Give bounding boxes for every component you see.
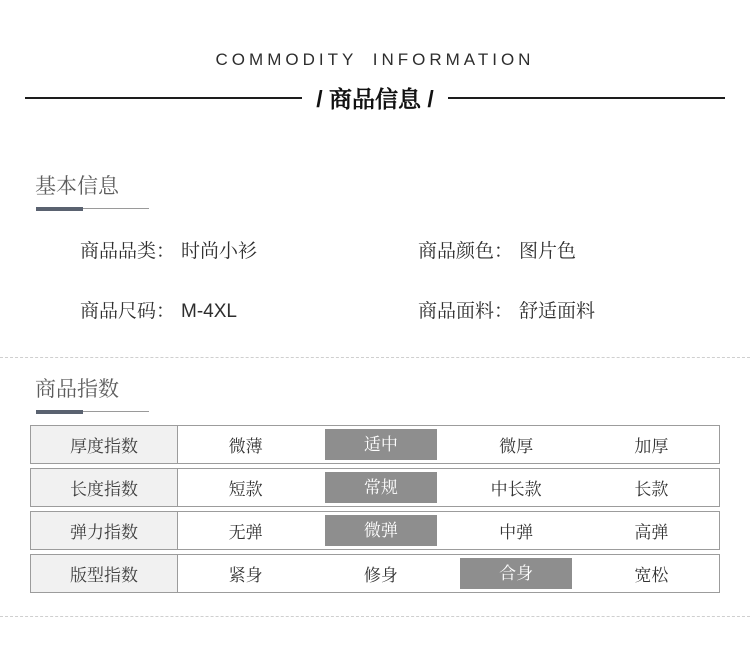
option-label: 短款 bbox=[228, 480, 263, 499]
index-table-row-fit bbox=[30, 554, 720, 593]
option-label: 无弹 bbox=[228, 523, 263, 542]
option-label: 修身 bbox=[363, 566, 398, 585]
header-title-row bbox=[25, 81, 725, 114]
option-label: 合身 bbox=[460, 558, 572, 589]
index-table-row-length bbox=[30, 468, 720, 507]
field-label: 商品颜色 bbox=[418, 241, 495, 262]
option-cell bbox=[178, 469, 313, 506]
row-label: 厚度指数 bbox=[31, 426, 178, 463]
field-label: 商品尺码 bbox=[80, 301, 157, 322]
option-cell bbox=[313, 512, 448, 549]
option-label: 中长款 bbox=[490, 480, 542, 499]
option-cell bbox=[449, 512, 584, 549]
row-label: 长度指数 bbox=[31, 469, 178, 506]
option-label: 长款 bbox=[634, 480, 669, 499]
option-label: 微薄 bbox=[228, 437, 263, 456]
option-label: 微厚 bbox=[499, 437, 534, 456]
field-value: 时尚小衫 bbox=[181, 241, 258, 262]
field-label: 商品品类 bbox=[80, 241, 157, 262]
product-index-heading-underline bbox=[36, 410, 149, 414]
field-product-color bbox=[418, 239, 595, 265]
product-index-heading: 商品指数 bbox=[35, 378, 119, 401]
option-cell bbox=[313, 469, 448, 506]
bottom-divider-dashed bbox=[0, 616, 750, 617]
option-label: 紧身 bbox=[228, 566, 263, 585]
field-separator: ： bbox=[156, 241, 176, 262]
row-options bbox=[178, 512, 719, 549]
index-table bbox=[30, 425, 720, 593]
option-label: 微弹 bbox=[325, 515, 437, 546]
option-cell bbox=[584, 555, 719, 592]
index-table-row-elasticity bbox=[30, 511, 720, 550]
field-value: 舒适面料 bbox=[519, 301, 596, 322]
option-cell bbox=[313, 426, 448, 463]
option-label: 适中 bbox=[325, 429, 437, 460]
row-options bbox=[178, 426, 719, 463]
field-value: M-4XL bbox=[181, 301, 237, 322]
option-cell bbox=[584, 469, 719, 506]
option-cell bbox=[584, 512, 719, 549]
option-cell bbox=[178, 512, 313, 549]
option-cell bbox=[449, 555, 584, 592]
row-label: 版型指数 bbox=[31, 555, 178, 592]
field-separator: ： bbox=[494, 301, 514, 322]
row-label: 弹力指数 bbox=[31, 512, 178, 549]
option-label: 常规 bbox=[325, 472, 437, 503]
option-cell bbox=[449, 469, 584, 506]
field-label: 商品面料 bbox=[418, 301, 495, 322]
field-product-fabric bbox=[418, 299, 595, 325]
header-title-cn: / 商品信息 / bbox=[316, 86, 434, 112]
field-value: 图片色 bbox=[519, 241, 577, 262]
row-options bbox=[178, 469, 719, 506]
field-product-size bbox=[80, 299, 418, 325]
section-divider-dashed bbox=[0, 357, 750, 358]
option-label: 中弹 bbox=[499, 523, 534, 542]
option-label: 加厚 bbox=[634, 437, 669, 456]
header-title-en: COMMODITY INFORMATION bbox=[215, 50, 535, 69]
header-line-left bbox=[25, 97, 302, 99]
row-options bbox=[178, 555, 719, 592]
option-label: 高弹 bbox=[634, 523, 669, 542]
basic-info-heading-underline bbox=[36, 207, 149, 211]
field-product-category bbox=[80, 239, 418, 265]
header-line-right bbox=[448, 97, 725, 99]
page-header bbox=[0, 0, 750, 114]
option-cell bbox=[449, 426, 584, 463]
field-separator: ： bbox=[494, 241, 514, 262]
basic-info-section bbox=[0, 174, 750, 325]
option-cell bbox=[584, 426, 719, 463]
option-cell bbox=[313, 555, 448, 592]
option-cell bbox=[178, 555, 313, 592]
product-index-section bbox=[0, 377, 750, 593]
basic-info-heading: 基本信息 bbox=[35, 175, 119, 198]
option-label: 宽松 bbox=[634, 566, 669, 585]
basic-info-fields bbox=[80, 239, 750, 325]
field-separator: ： bbox=[156, 301, 176, 322]
index-table-row-thickness bbox=[30, 425, 720, 464]
option-cell bbox=[178, 426, 313, 463]
